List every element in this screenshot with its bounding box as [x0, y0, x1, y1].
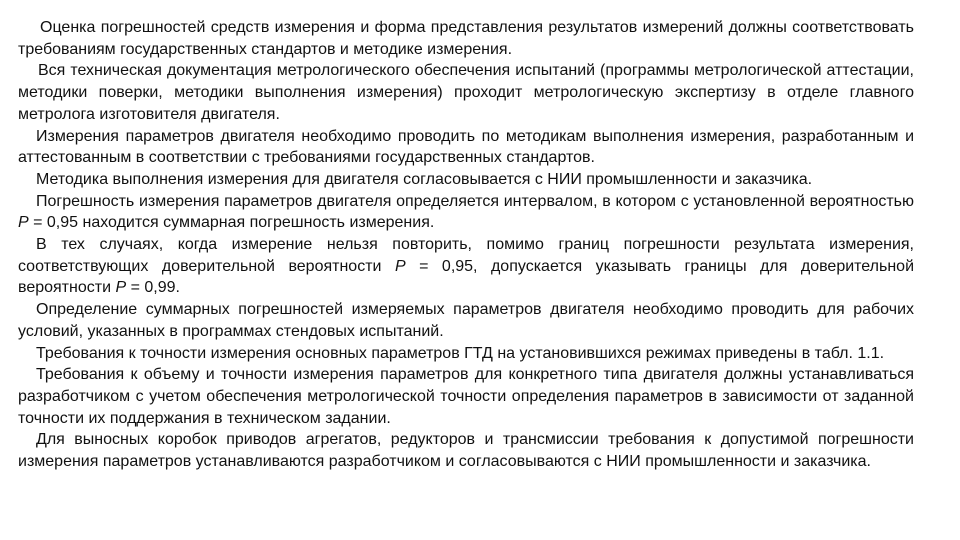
paragraph-10 — [18, 429, 914, 472]
paragraph-text: Требования к объему и точности измерения параметров для конкретного типа двигателя должны устанавливаться разработчиком с учетом обеспечения метрологической точности определения параметров в зависимости от заданной точности их поддержания в техническом задании. — [18, 366, 914, 427]
paragraph-9 — [18, 364, 914, 429]
paragraph-4 — [18, 169, 914, 191]
paragraph-7 — [18, 299, 914, 342]
paragraph-text: Требования к точности измерения основных параметров ГТД на установившихся режимах приведены в табл. 1.1. — [36, 344, 885, 362]
paragraph-2 — [18, 60, 914, 125]
paragraph-text: Определение суммарных погрешностей измеряемых параметров двигателя необходимо проводить для рабочих условий, указанных в программах стендовых испытаний. — [18, 301, 914, 340]
paragraph-text: Вся техническая документация метрологического обеспечения испытаний (программы метрологической аттестации, методики поверки, методики выполнения измерения) проходит метрологическую экспертизу в отделе главного метролога изготовителя двигателя. — [18, 62, 914, 123]
variable-p: P — [18, 214, 29, 232]
paragraph-text: Для выносных коробок приводов агрегатов, редукторов и трансмиссии требования к допустимой погрешности измерения параметров устанавливаются разработчиком и согласовываются с НИИ промышленности и заказчика. — [18, 431, 914, 471]
variable-p: P — [115, 279, 127, 297]
paragraph-text: = 0,95 находится суммарная погрешность измерения. — [28, 214, 435, 232]
paragraph-text: Погрешность измерения параметров двигателя определяется интервалом, в котором с установленной вероятностью — [36, 192, 914, 210]
paragraph-6 — [18, 234, 914, 299]
document-body — [18, 17, 914, 473]
paragraph-text: Оценка погрешностей средств измерения и форма представления результатов измерений должны соответствовать требованиям государственных стандартов и методике измерения. — [18, 19, 914, 58]
paragraph-1 — [18, 17, 914, 60]
paragraph-3 — [18, 126, 914, 169]
paragraph-text: = 0,99. — [126, 279, 180, 297]
paragraph-text: В тех случаях, когда измерение нельзя повторить, помимо границ погрешности результата измерения, соответствующих доверительной вероятности — [18, 236, 914, 275]
paragraph-text: Методика выполнения измерения для двигателя согласовывается с НИИ промышленности и заказчика. — [36, 170, 813, 188]
paragraph-text: Измерения параметров двигателя необходимо проводить по методикам выполнения измерения, разработанным и аттестованным в соответствии с требованиями государственных стандартов. — [18, 127, 914, 167]
paragraph-5 — [18, 191, 914, 234]
paragraph-text: = 0,95, допускается указывать границы для доверительной вероятности — [18, 257, 915, 297]
paragraph-8 — [18, 343, 914, 365]
variable-p: P — [394, 257, 406, 275]
